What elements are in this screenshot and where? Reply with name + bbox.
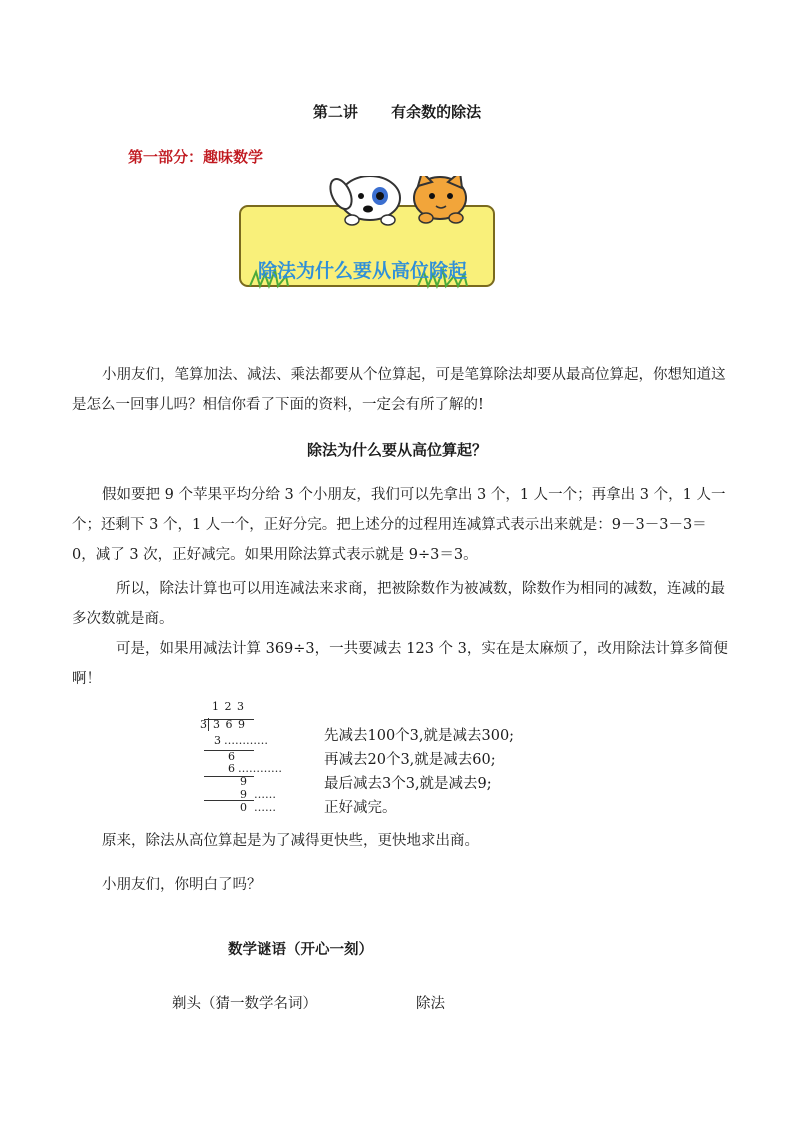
step-note: 正好减完。 bbox=[324, 800, 397, 816]
dividend: 3 6 9 bbox=[208, 718, 246, 731]
step-dots: …… bbox=[254, 788, 276, 801]
step-value: 3 bbox=[214, 734, 221, 747]
step-value: 6 bbox=[228, 762, 235, 775]
long-division-figure bbox=[196, 700, 596, 820]
step-note: 再减去20个3,就是减去60; bbox=[324, 752, 496, 768]
page-title bbox=[0, 101, 794, 122]
step-value: 0 bbox=[240, 801, 247, 814]
intro-paragraph: 小朋友们，笔算加法、减法、乘法都要从个位算起，可是笔算除法却要从最高位算起，你想知道这是怎么一回事儿吗？相信你看了下面的资料，一定会有所了解的! bbox=[72, 367, 726, 413]
explanation-paragraph-1: 假如要把 9 个苹果平均分给 3 个小朋友，我们可以先拿出 3 个，1 人一个；再拿出 3 个，1 人一个；还剩下 3 个，1 人一个，正好分完。把上述分的过程用连减算式表示出来就是：9－3－3－3＝0，减了 3 次，正好减完。如果用除法算式表示就是 9÷3＝3。 bbox=[72, 487, 726, 563]
divisor: 3 bbox=[200, 718, 207, 731]
explanation-paragraph-3: 可是，如果用减法计算 369÷3，一共要减去 123 个 3，实在是太麻烦了，改用除法计算多简便啊！ bbox=[72, 641, 728, 687]
question-paragraph: 小朋友们，你明白了吗？ bbox=[102, 877, 262, 893]
step-dots: …… bbox=[254, 801, 276, 814]
banner-illustration bbox=[228, 176, 500, 292]
explanation-paragraph-2: 所以，除法计算也可以用连减法来求商，把被除数作为被减数，除数作为相同的减数，连减的最多次数就是商。 bbox=[72, 581, 725, 627]
riddle-heading: 数学谜语（开心一刻） bbox=[228, 942, 373, 958]
riddle-answer: 除法 bbox=[416, 996, 445, 1012]
part-one-heading: 第一部分：趣味数学 bbox=[128, 148, 264, 166]
riddle-question: 剃头（猜一数学名词） bbox=[172, 996, 317, 1012]
step-value: 9 bbox=[240, 788, 247, 801]
banner-caption: 除法为什么要从高位除起 bbox=[258, 260, 468, 282]
quotient: 1 2 3 bbox=[212, 700, 245, 713]
step-dots: ………… bbox=[224, 734, 268, 747]
step-value: 9 bbox=[240, 775, 247, 788]
lecture-topic: 有余数的除法 bbox=[391, 103, 482, 121]
step-note: 先减去100个3,就是减去300; bbox=[324, 728, 515, 744]
lecture-number: 第二讲 bbox=[312, 103, 358, 121]
step-note: 最后减去3个3,就是减去9; bbox=[324, 776, 492, 792]
step-dots: ………… bbox=[238, 762, 282, 775]
step-value: 6 bbox=[228, 750, 235, 763]
conclusion-paragraph: 原来，除法从高位算起是为了减得更快些，更快地求出商。 bbox=[102, 833, 479, 849]
section-heading: 除法为什么要从高位算起？ bbox=[306, 441, 487, 459]
